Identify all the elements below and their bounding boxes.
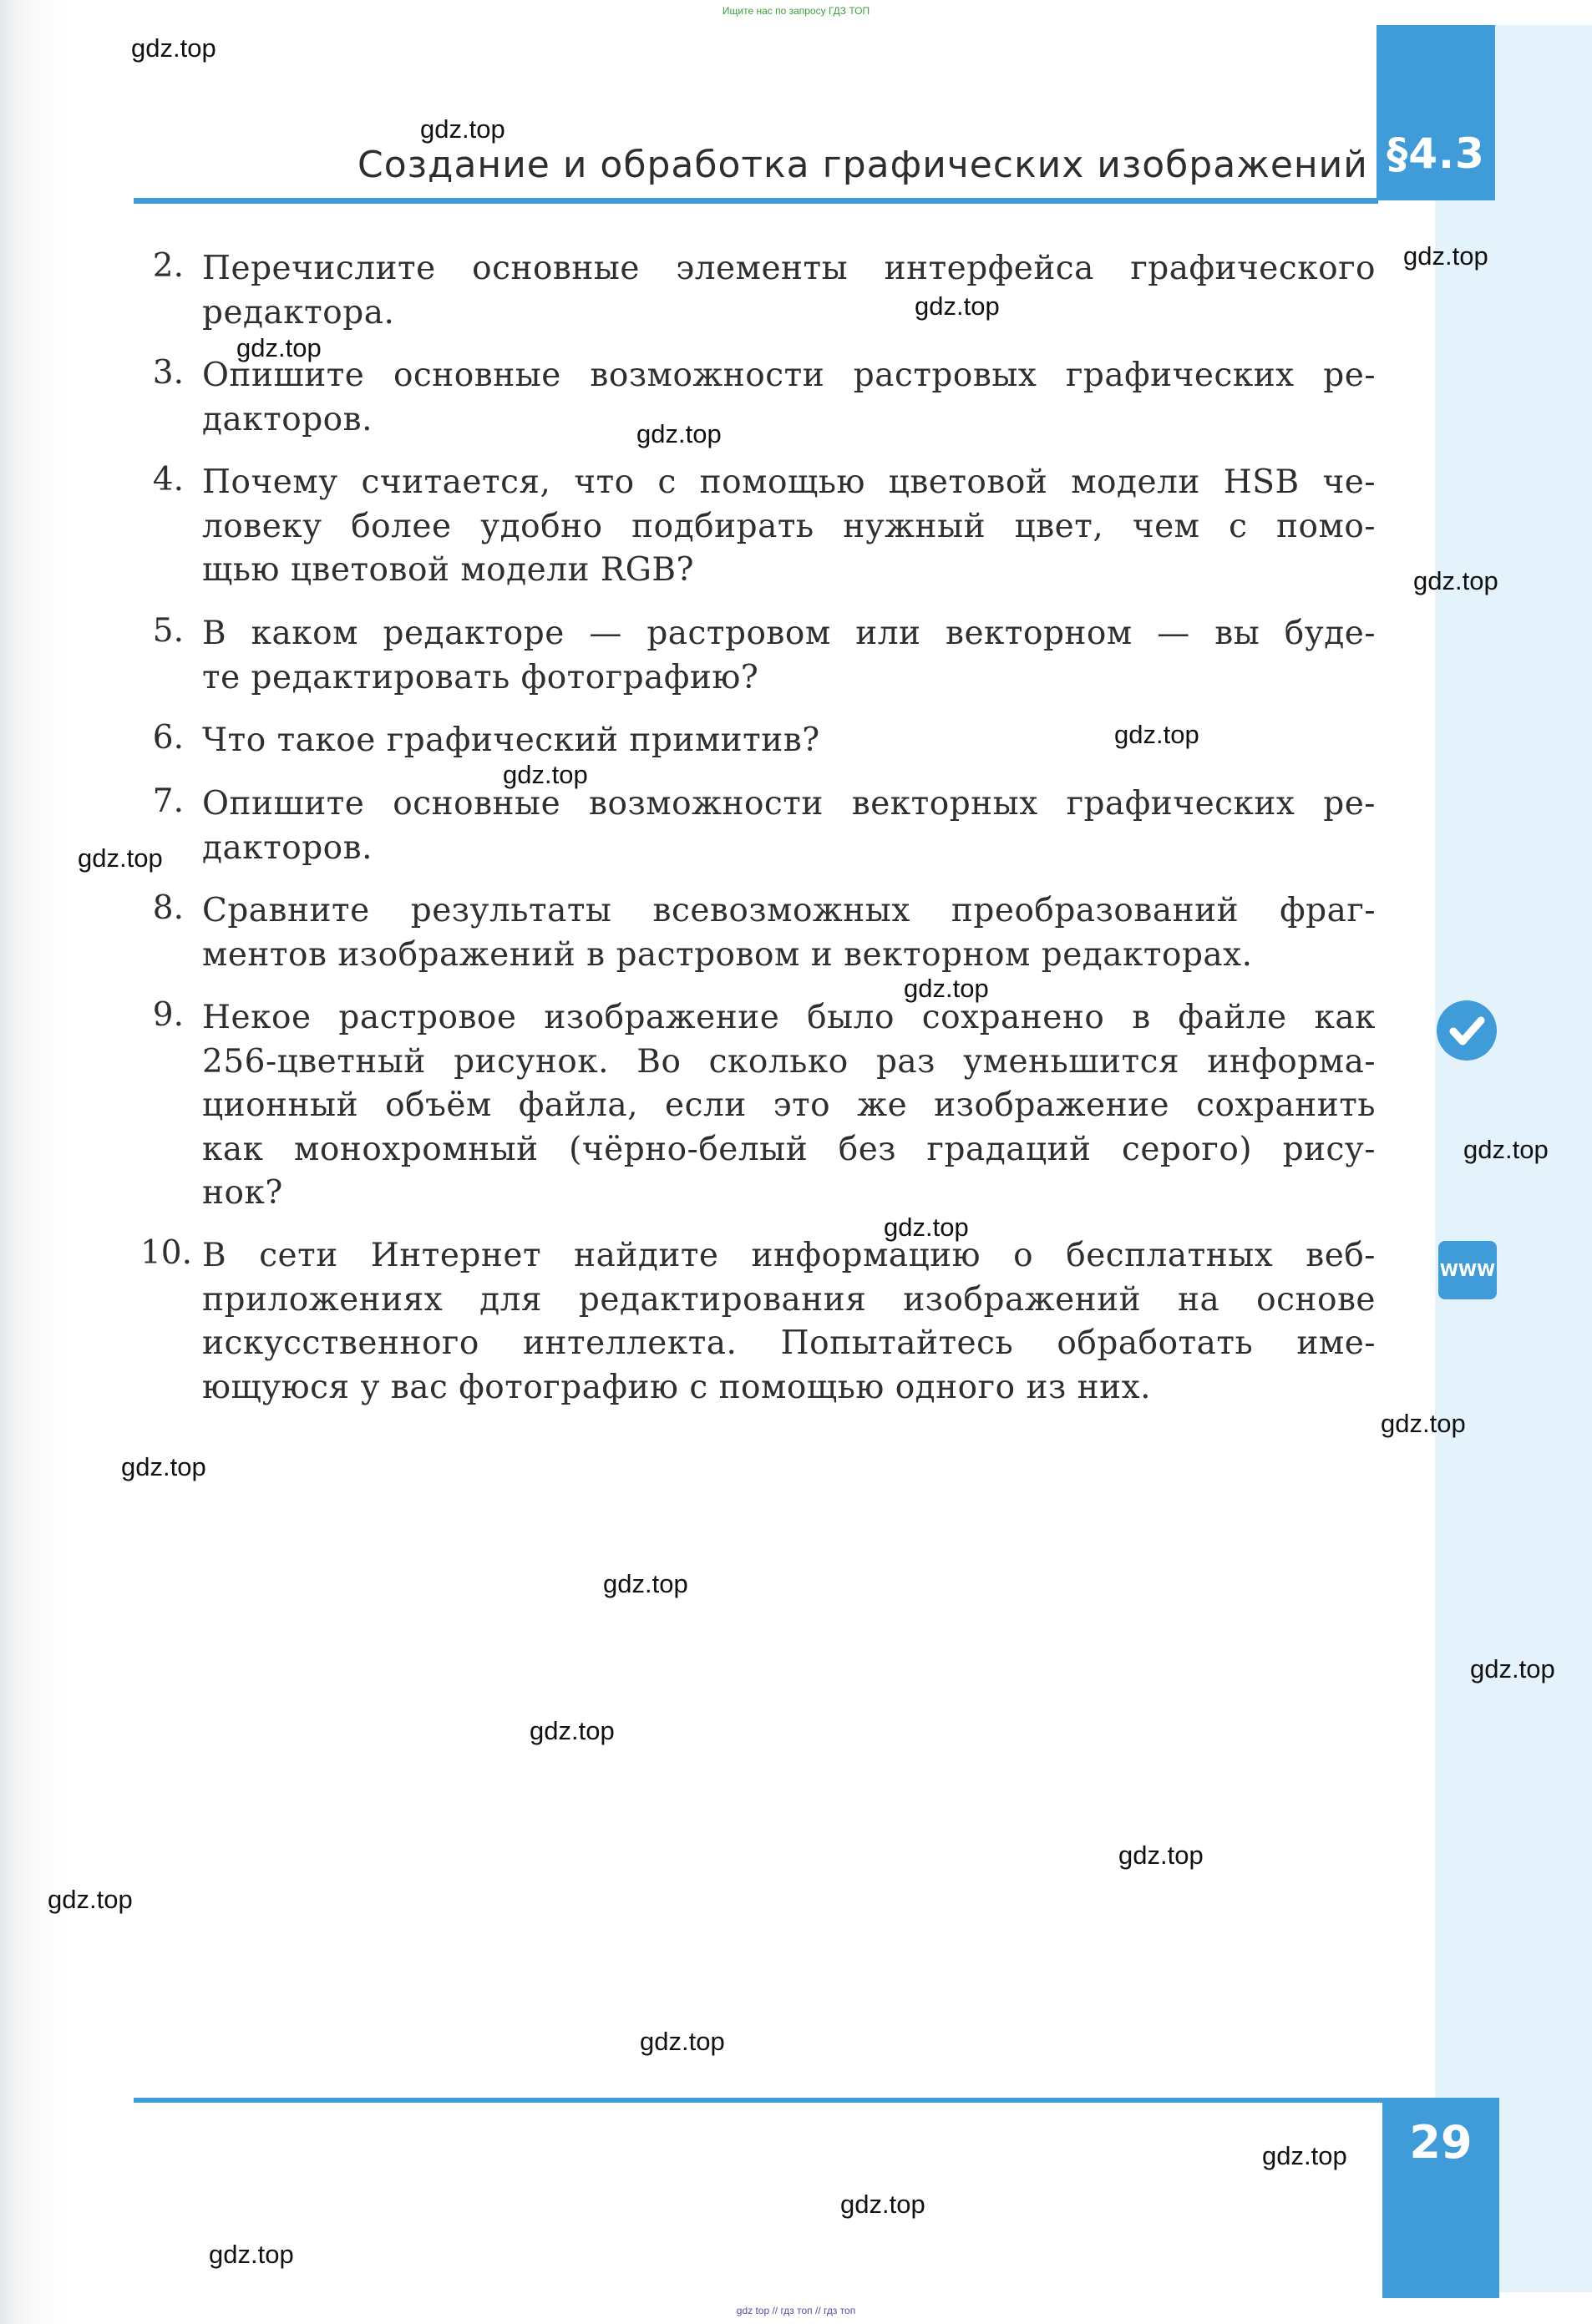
question-line: искусственного интеллекта. Попытайтесь обработать име-: [202, 1324, 1376, 1362]
question-line: дакторов.: [202, 828, 373, 867]
watermark: gdz.top: [1381, 1409, 1466, 1438]
question-text: [202, 889, 1376, 977]
question-number: 10.: [139, 1234, 192, 1272]
question-line: щью цветовой модели RGB?: [202, 551, 695, 589]
question-number: 4.: [152, 461, 184, 499]
question-number: 8.: [152, 889, 184, 927]
question-line: Перечислите основные элементы интерфейса графического: [202, 250, 1376, 287]
question-line: 256-цветный рисунок. Во сколько раз уменьшится информа-: [202, 1042, 1376, 1081]
question-line: те редактировать фотографию?: [202, 658, 759, 696]
question-number: 9.: [152, 996, 184, 1034]
question-text: [202, 782, 1376, 870]
header-rule: [134, 198, 1378, 204]
watermark: gdz.top: [603, 1569, 688, 1598]
question-line: Опишите основные возможности векторных графических ре-: [202, 785, 1376, 823]
question-line: ловеку более удобно подбирать нужный цвет, чем с помо-: [202, 507, 1376, 545]
watermark: gdz.top: [420, 114, 505, 144]
question-line: ющуюся у вас фотографию с помощью одного из них.: [202, 1368, 1152, 1406]
question-line: редактора.: [202, 293, 395, 332]
watermark: gdz.top: [1262, 2141, 1347, 2170]
watermark: gdz.top: [48, 1885, 133, 1914]
watermark: gdz.top: [209, 2240, 294, 2269]
watermark: gdz.top: [121, 1452, 206, 1481]
top-note: Ищите нас по запросу ГДЗ ТОП: [722, 5, 870, 17]
checkmark-glyph: [1437, 1000, 1497, 1061]
bottom-note: gdz top // гдз топ // гдз топ: [736, 2305, 856, 2316]
question-text: [202, 996, 1376, 1216]
question-line: нок?: [202, 1174, 283, 1212]
watermark: gdz.top: [1463, 1135, 1549, 1164]
question-number: 5.: [152, 612, 184, 650]
question-number: 3.: [152, 354, 184, 392]
question-line: Опишите основные возможности растровых графических ре-: [202, 357, 1376, 394]
question-line: Почему считается, что с помощью цветовой модели HSB че-: [202, 463, 1376, 501]
question-line: В каком редакторе — растровом или векторном — вы буде-: [202, 615, 1376, 652]
watermark: gdz.top: [78, 843, 163, 873]
footer-rule: [134, 2098, 1382, 2103]
question-text: [202, 612, 1376, 700]
watermark: gdz.top: [1470, 1654, 1555, 1684]
www-icon: WWW: [1438, 1241, 1497, 1299]
watermark: gdz.top: [915, 291, 1000, 321]
question-line: В сети Интернет найдите информацию о бесплатных веб-: [202, 1237, 1376, 1274]
page-number: 29: [1409, 2116, 1473, 2169]
question-text: [202, 1234, 1376, 1410]
watermark: gdz.top: [530, 1716, 615, 1745]
question-line: приложениях для редактирования изображений на основе: [202, 1280, 1376, 1319]
question-line: как монохромный (чёрно-белый без градаций серого) рису-: [202, 1130, 1376, 1168]
question-text: [202, 247, 1376, 335]
question-line: ционный объём файла, если это же изображение сохранить: [202, 1086, 1376, 1124]
question-line: ментов изображений в растровом и векторном редакторах.: [202, 935, 1253, 974]
question-line: Что такое графический примитив?: [202, 722, 820, 759]
watermark: gdz.top: [503, 760, 588, 789]
watermark: gdz.top: [904, 974, 989, 1003]
watermark: gdz.top: [131, 33, 216, 63]
question-number: 2.: [152, 247, 184, 285]
question-text: [202, 461, 1376, 593]
section-label: §4.3: [1387, 129, 1485, 178]
watermark: gdz.top: [840, 2190, 925, 2219]
checkmark-circle-icon: [1437, 1000, 1497, 1061]
question-line: Сравните результаты всевозможных преобразований фраг-: [202, 892, 1376, 929]
watermark: gdz.top: [1403, 241, 1488, 271]
question-line: Некое растровое изображение было сохранено в файле как: [202, 999, 1376, 1036]
watermark: gdz.top: [884, 1213, 969, 1242]
question-text: [202, 719, 1376, 763]
watermark: gdz.top: [1413, 566, 1498, 595]
watermark: gdz.top: [640, 2027, 725, 2056]
watermark: gdz.top: [636, 419, 722, 448]
question-line: дакторов.: [202, 400, 373, 438]
question-number: 7.: [152, 782, 184, 820]
question-number: 6.: [152, 719, 184, 757]
watermark: gdz.top: [1114, 720, 1199, 749]
watermark: gdz.top: [236, 333, 322, 362]
question-text: [202, 354, 1376, 442]
watermark: gdz.top: [1118, 1840, 1204, 1870]
page-title: Создание и обработка графических изображений: [357, 144, 1368, 186]
